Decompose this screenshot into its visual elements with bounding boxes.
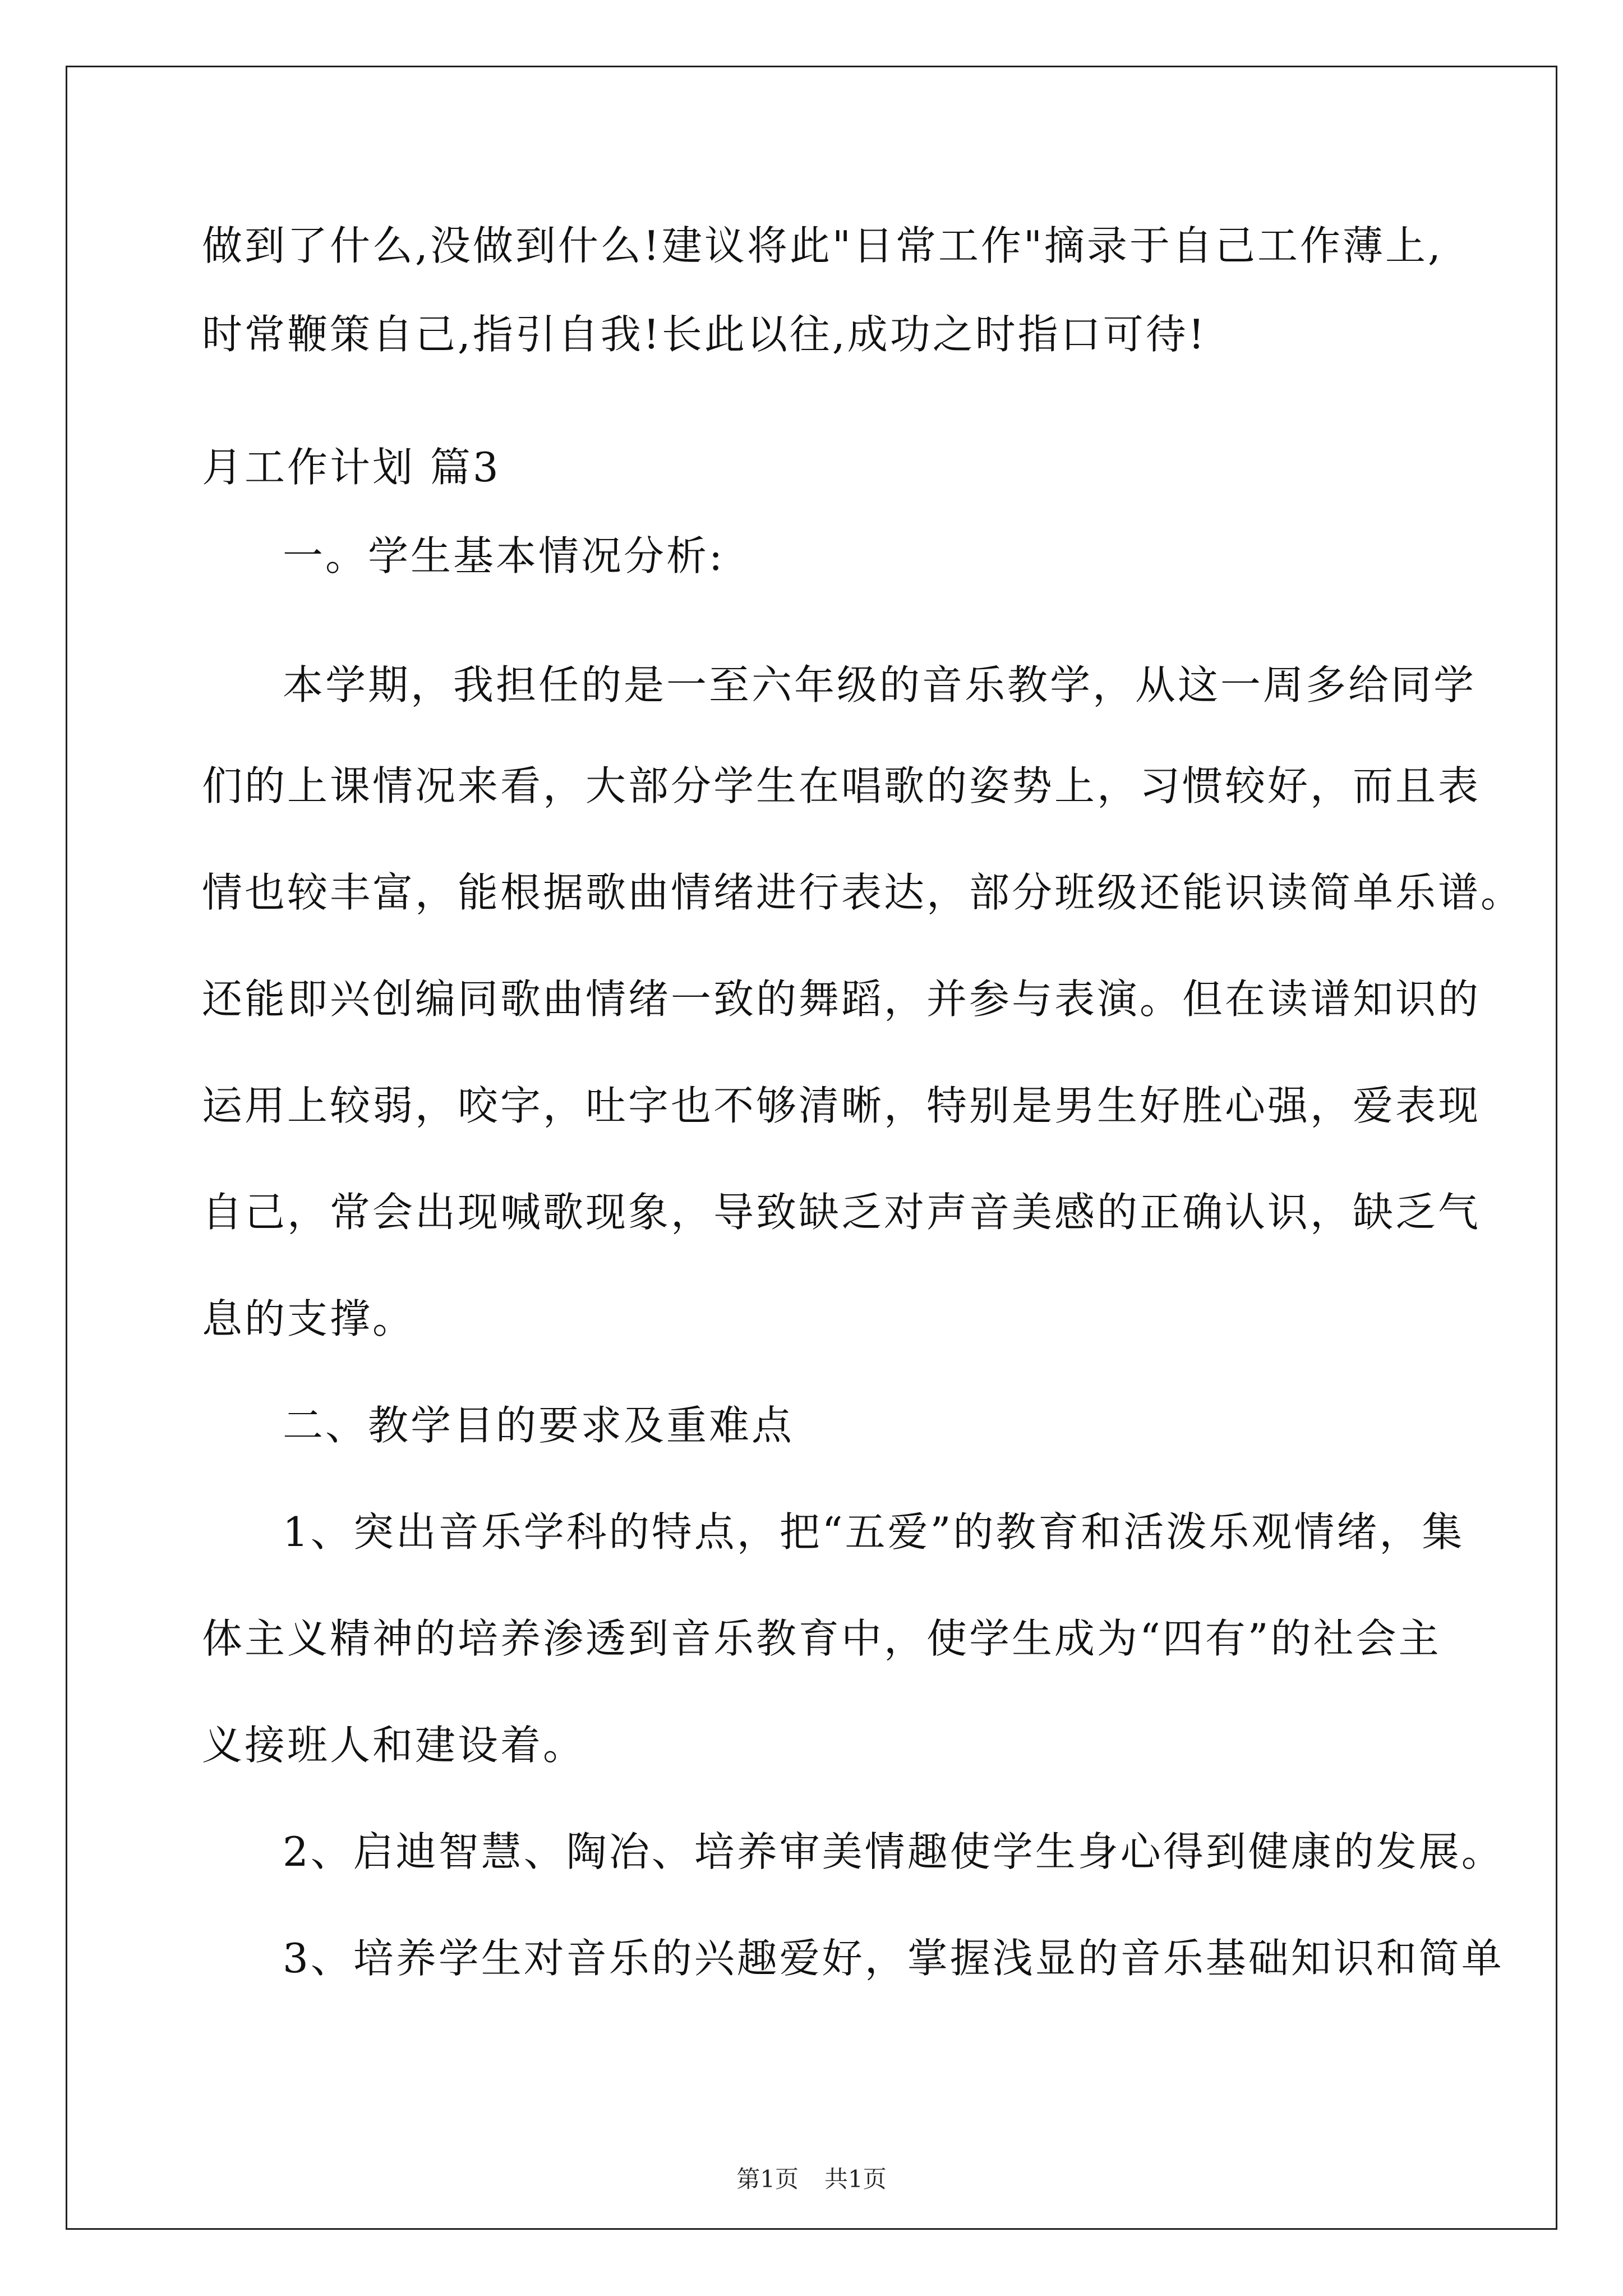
text-line: 做到了什么,没做到什么!建议将此"日常工作"摘录于自己工作薄上, (202, 222, 1443, 269)
page-footer (0, 2161, 1623, 2194)
text-line: 还能即兴创编同歌曲情绪一致的舞蹈，并参与表演。但在读谱知识的 (202, 976, 1481, 1023)
page-border (66, 66, 1557, 2230)
page-total: 共1页 (824, 2165, 887, 2193)
text-line: 情也较丰富，能根据歌曲情绪进行表达，部分班级还能识读简单乐谱。 (202, 869, 1524, 916)
text-line: 3、培养学生对音乐的兴趣爱好，掌握浅显的音乐基础知识和简单 (283, 1935, 1504, 1982)
text-line: 息的支撑。 (202, 1295, 416, 1342)
section-heading: 月工作计划 篇3 (202, 444, 501, 491)
text-line: 自己，常会出现喊歌现象，导致缺乏对声音美感的正确认识，缺乏气 (202, 1189, 1481, 1236)
subsection-heading: 二、教学目的要求及重难点 (283, 1402, 795, 1449)
text-line: 运用上较弱，咬字，吐字也不够清晰，特别是男生好胜心强，爱表现 (202, 1082, 1481, 1129)
text-line: 2、启迪智慧、陶冶、培养审美情趣使学生身心得到健康的发展。 (283, 1828, 1504, 1875)
text-line: 体主义精神的培养渗透到音乐教育中，使学生成为“四有”的社会主 (202, 1615, 1441, 1662)
text-line: 们的上课情况来看，大部分学生在唱歌的姿势上，习惯较好，而且表 (202, 762, 1481, 809)
text-line: 1、突出音乐学科的特点，把“五爱”的教育和活泼乐观情绪，集 (283, 1508, 1465, 1556)
text-line: 义接班人和建设着。 (202, 1722, 586, 1769)
page-number: 第1页 (736, 2165, 799, 2193)
text-line: 时常鞭策自己,指引自我!长此以往,成功之时指口可待! (202, 311, 1207, 358)
subsection-heading: 一。学生基本情况分析: (283, 532, 725, 579)
text-line: 本学期，我担任的是一至六年级的音乐教学，从这一周多给同学 (283, 661, 1477, 708)
